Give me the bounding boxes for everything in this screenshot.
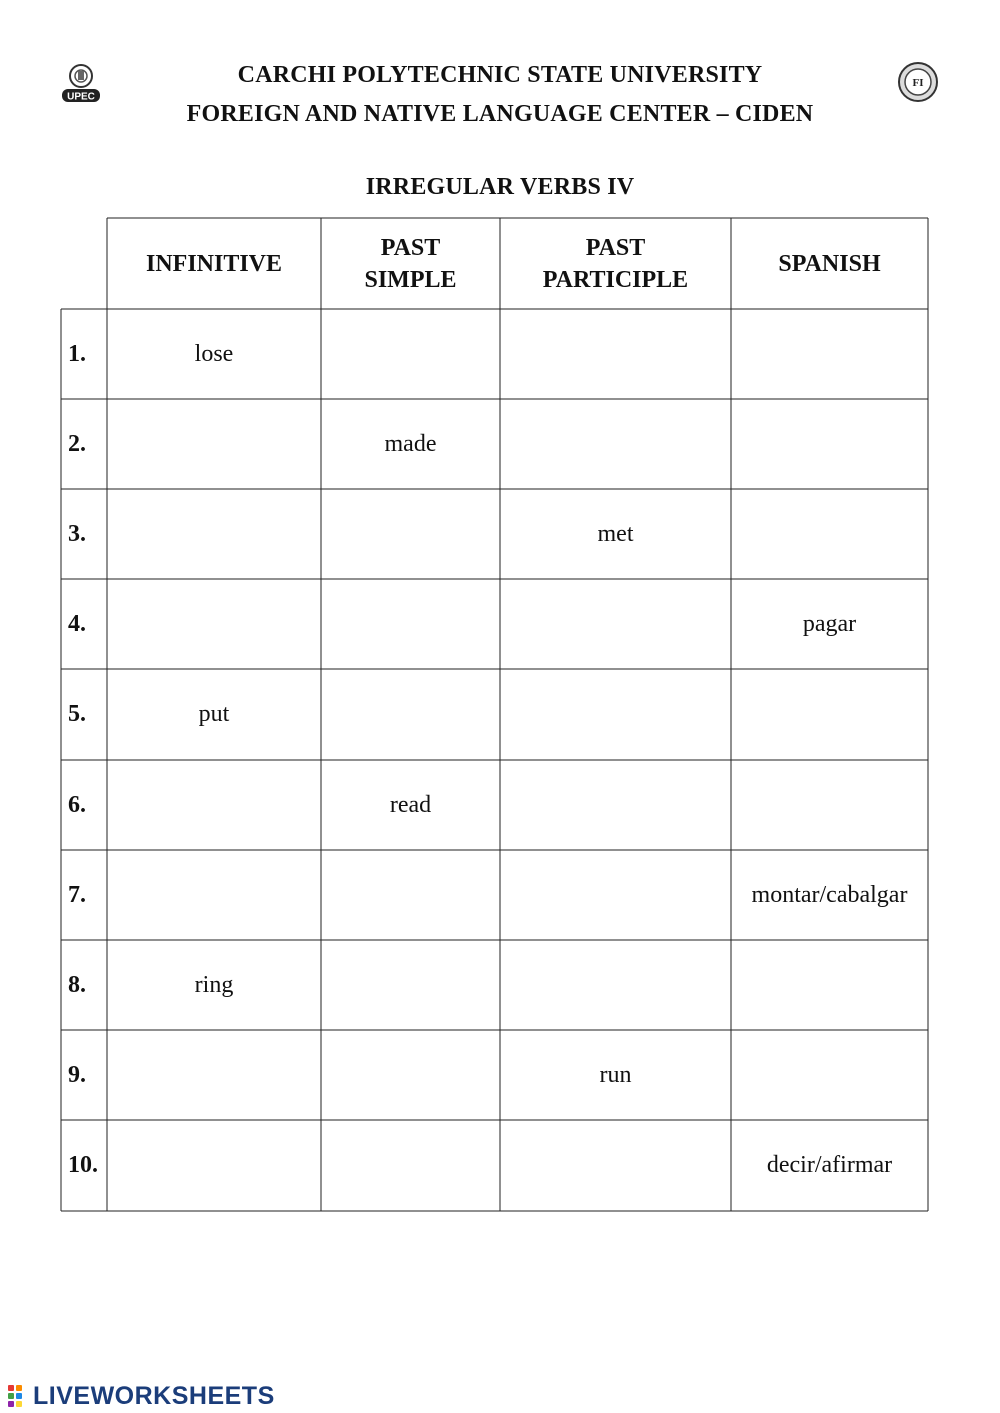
column-header-spanish <box>731 218 928 309</box>
infinitive-cell[interactable]: ring <box>194 971 234 998</box>
past-simple-cell[interactable]: made <box>384 430 437 457</box>
row-number: 8. <box>68 971 86 998</box>
column-header-spanish-label: SPANISH <box>778 250 881 277</box>
column-header-past-simple <box>321 218 500 309</box>
spanish-cell[interactable] <box>731 760 928 850</box>
spanish-cell[interactable] <box>731 940 928 1030</box>
past-simple-cell[interactable] <box>321 579 500 669</box>
infinitive-cell[interactable] <box>107 1120 321 1211</box>
liveworksheets-wordmark: LIVEWORKSHEETS <box>33 1381 275 1410</box>
infinitive-cell[interactable] <box>107 1030 321 1120</box>
row-number: 4. <box>68 610 86 637</box>
spanish-cell[interactable] <box>731 489 928 579</box>
ciden-logo-text: FI <box>912 77 924 89</box>
past-participle-cell[interactable] <box>500 399 731 489</box>
past-participle-cell[interactable]: met <box>597 520 634 547</box>
infinitive-cell[interactable] <box>107 399 321 489</box>
spanish-cell[interactable] <box>731 1030 928 1120</box>
past-participle-cell[interactable] <box>500 579 731 669</box>
past-simple-cell[interactable]: read <box>389 791 432 818</box>
past-participle-cell[interactable] <box>500 1120 731 1211</box>
spanish-cell[interactable] <box>731 399 928 489</box>
past-simple-cell[interactable] <box>321 1030 500 1120</box>
spanish-cell[interactable]: pagar <box>802 610 857 637</box>
row-number: 9. <box>68 1061 86 1088</box>
infinitive-cell[interactable] <box>107 489 321 579</box>
spanish-cell[interactable]: decir/afirmar <box>766 1152 893 1178</box>
infinitive-cell[interactable] <box>107 579 321 669</box>
past-participle-cell[interactable] <box>500 850 731 940</box>
row-number: 10. <box>68 1152 98 1178</box>
infinitive-cell[interactable]: lose <box>194 340 234 367</box>
past-simple-cell[interactable] <box>321 850 500 940</box>
past-participle-cell[interactable] <box>500 760 731 850</box>
university-name: CARCHI POLYTECHNIC STATE UNIVERSITY <box>237 62 763 88</box>
row-number: 3. <box>68 520 86 547</box>
past-simple-cell[interactable] <box>321 489 500 579</box>
spanish-cell[interactable] <box>731 669 928 760</box>
upec-logo-text: UPEC <box>67 91 95 103</box>
past-simple-cell[interactable] <box>321 309 500 399</box>
liveworksheets-logo-icon <box>8 1385 30 1407</box>
column-header-infinitive-label: INFINITIVE <box>145 250 283 277</box>
column-header-past-simple-line2: SIMPLE <box>364 266 457 293</box>
past-simple-cell[interactable] <box>321 669 500 760</box>
column-header-past-participle-line2: PARTICIPLE <box>542 266 689 293</box>
column-header-past-simple-line1: PAST <box>380 234 441 261</box>
row-number: 2. <box>68 430 86 457</box>
column-header-past-participle <box>500 218 731 309</box>
row-number: 6. <box>68 791 86 818</box>
past-participle-cell[interactable] <box>500 309 731 399</box>
past-participle-cell[interactable] <box>500 669 731 760</box>
infinitive-cell[interactable]: put <box>198 701 230 727</box>
past-participle-cell[interactable] <box>500 940 731 1030</box>
infinitive-cell[interactable] <box>107 760 321 850</box>
column-header-infinitive <box>107 218 321 309</box>
row-number: 7. <box>68 881 86 908</box>
infinitive-cell[interactable] <box>107 850 321 940</box>
past-simple-cell[interactable] <box>321 940 500 1030</box>
row-number: 5. <box>68 701 86 727</box>
spanish-cell[interactable] <box>731 309 928 399</box>
row-number: 1. <box>68 340 86 367</box>
column-header-past-participle-line1: PAST <box>585 234 646 261</box>
past-participle-cell[interactable]: run <box>599 1061 632 1088</box>
worksheet-title: IRREGULAR VERBS IV <box>365 174 635 200</box>
liveworksheets-brand[interactable] <box>8 1381 275 1411</box>
past-simple-cell[interactable] <box>321 1120 500 1211</box>
spanish-cell[interactable]: montar/cabalgar <box>751 881 908 908</box>
language-center-name: FOREIGN AND NATIVE LANGUAGE CENTER – CIDEN <box>186 101 814 127</box>
